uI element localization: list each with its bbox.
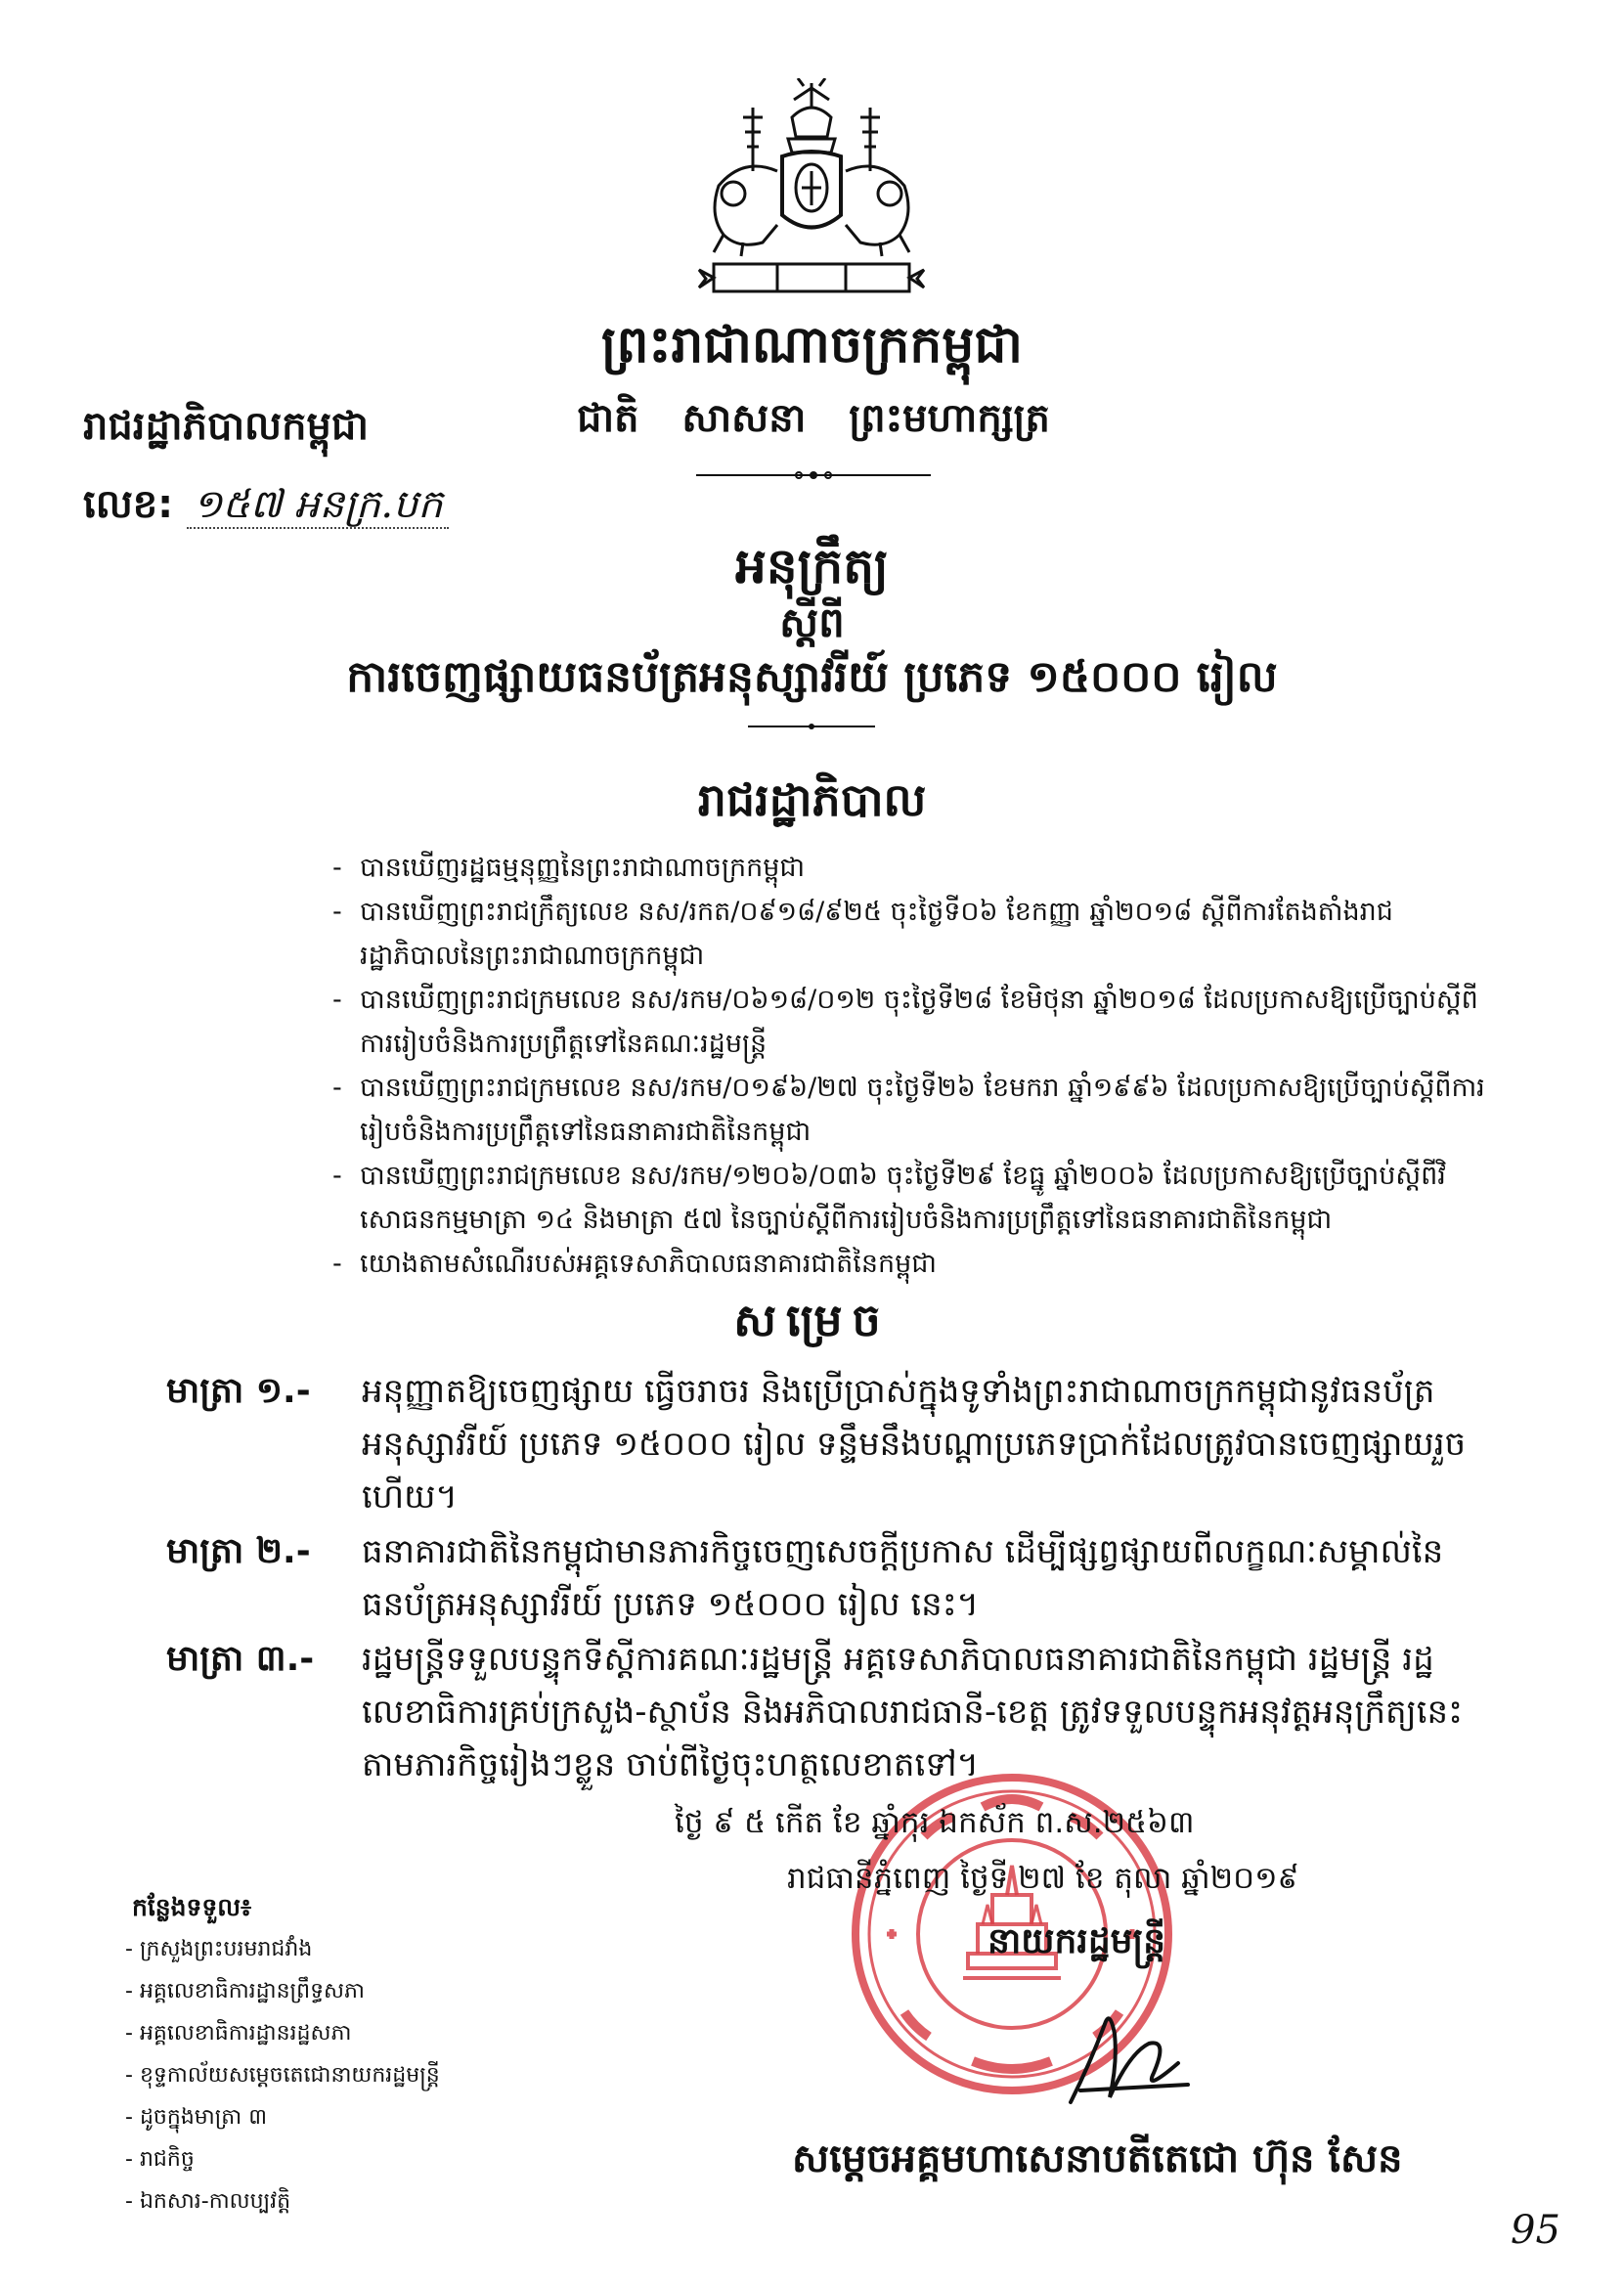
issuing-authority: រាជរដ្ឋាភិបាលកម្ពុជា: [83, 404, 369, 449]
article-text: ធនាគារជាតិនៃកម្ពុជាមានភារកិច្ចចេញសេចក្តីប្រកាស ដើម្បីផ្សព្វផ្សាយពីលក្ខណៈសម្គាល់នៃធនប័ត្រអនុស្សាវរីយ៍ ប្រភេទ ១៥០០០ រៀល នេះ។: [362, 1532, 1444, 1624]
reference-number: [83, 479, 449, 537]
solar-date: រាជធានីភ្នំពេញ ថ្ងៃទី ២៧ ខែ តុលា ឆ្នាំ២០១៩: [787, 1861, 1299, 1896]
reference-label: លេខ:: [83, 482, 174, 527]
article-text: អនុញ្ញាតឱ្យចេញផ្សាយ ធ្វើចរាចរ និងប្រើប្រាស់ក្នុងទូទាំងព្រះរាជាណាចក្រកម្ពុជានូវធនប័ត្រអនុស្សាវរីយ៍ ប្រភេទ ១៥០០០ រៀល ទន្ទឹមនឹងបណ្តាប្រភេទប្រាក់ដែលត្រូវបានចេញផ្សាយរួចហើយ។: [362, 1372, 1467, 1517]
lunar-date: ថ្ងៃ ៩ ៥ កើត ខែ ឆ្នាំកុរ ឯកស័ក ព.ស.២៥៦៣: [675, 1805, 1195, 1840]
kingdom-title: ព្រះរាជាណាចក្រកម្ពុជា: [601, 316, 1023, 374]
preamble-item: - បានឃើញរដ្ឋធម្មនុញ្ញនៃព្រះរាជាណាចក្រកម្ពុជា: [332, 846, 1486, 890]
recipients-heading: កន្លែងទទួល៖: [132, 1893, 252, 1921]
ornamental-divider: [696, 467, 931, 483]
recipient-item: - ខុទ្ទកាល័យសម្តេចតេជោនាយករដ្ឋមន្ត្រី: [125, 2054, 440, 2096]
preamble-item: - យោងតាមសំណើរបស់អគ្គទេសាភិបាលធនាគារជាតិនៃកម្ពុជា: [332, 1242, 1486, 1286]
preamble-item: - បានឃើញព្រះរាជក្រមលេខ នស/រកម/១២០៦/០៣៦ ចុះថ្ងៃទី២៩ ខែធ្នូ ឆ្នាំ២០០៦ ដែលប្រកាសឱ្យប្រើច្បាប់ស្តីពីវិសោធនកម្មមាត្រា ១៤ និងមាត្រា ៥៧ នៃច្បាប់ស្តីពីការរៀបចំនិងការប្រព្រឹត្តទៅនៃធនាគារជាតិនៃកម្ពុជា: [332, 1154, 1486, 1242]
preamble-item: - បានឃើញព្រះរាជក្រមលេខ នស/រកម/០១៩៦/២៧ ចុះថ្ងៃទី២៦ ខែមករា ឆ្នាំ១៩៩៦ ដែលប្រកាសឱ្យប្រើច្បាប់ស្តីពីការរៀបចំនិងការប្រព្រឹត្តទៅនៃធនាគារជាតិនៃកម្ពុជា: [332, 1066, 1486, 1154]
article-2: [166, 1525, 1476, 1631]
preamble-item: - បានឃើញព្រះរាជក្រមលេខ នស/រកម/០៦១៨/០១២ ចុះថ្ងៃទី២៨ ខែមិថុនា ឆ្នាំ២០១៨ ដែលប្រកាសឱ្យប្រើច្បាប់ស្តីពីការរៀបចំនិងការប្រព្រឹត្តទៅនៃគណៈរដ្ឋមន្ត្រី: [332, 978, 1486, 1066]
signature: [1061, 2004, 1198, 2112]
government-heading: រាជរដ្ឋាភិបាល: [697, 773, 927, 826]
article-text: រដ្ឋមន្ត្រីទទួលបន្ទុកទីស្តីការគណៈរដ្ឋមន្ត្រី អគ្គទេសាភិបាលធនាគារជាតិនៃកម្ពុជា រដ្ឋមន្ត្រី រដ្ឋលេខាធិការគ្រប់ក្រសួង-ស្ថាប័ន និងអភិបាលរាជធានី-ខេត្ត ត្រូវទទួលបន្ទុកអនុវត្តអនុក្រឹត្យនេះតាមភារកិច្ចរៀងៗខ្លួន ចាប់ពីថ្ងៃចុះហត្ថលេខាតទៅ។: [362, 1640, 1464, 1784]
article-label: មាត្រា ៣.-: [166, 1639, 315, 1679]
recipient-item: - អគ្គលេខាធិការដ្ឋានរដ្ឋសភា: [125, 2012, 440, 2054]
recipient-item: - ដូចក្នុងមាត្រា ៣: [125, 2096, 440, 2138]
national-motto: ជាតិ សាសនា ព្រះមហាក្សត្រ: [577, 396, 1050, 441]
decides-heading: សម្រេច: [733, 1294, 891, 1346]
royal-arms-emblem: [684, 78, 939, 303]
subject-divider: [748, 722, 875, 731]
recipient-item: - ក្រសួងព្រះបរមរាជវាំង: [125, 1928, 440, 1970]
reference-value: ១៥៧ អនក្រ.បក: [187, 482, 449, 529]
decree-title: អនុក្រឹត្យ: [735, 538, 889, 594]
page-mark: 95: [1511, 2208, 1560, 2253]
article-3: [166, 1633, 1476, 1791]
signer-name: សម្តេចអគ្គមហាសេនាបតីតេជោ ហ៊ុន សែន: [792, 2136, 1403, 2181]
preamble-list: [332, 846, 1486, 1286]
recipient-item: - អគ្គលេខាធិការដ្ឋានព្រឹទ្ធសភា: [125, 1970, 440, 2012]
article-label: មាត្រា ២.-: [166, 1531, 311, 1571]
signer-title: នាយករដ្ឋមន្ត្រី: [988, 1921, 1166, 1961]
recipient-item: - ឯកសារ-កាលប្បវត្តិ: [125, 2180, 440, 2222]
decree-subject: ការចេញផ្សាយធនប័ត្រអនុស្សាវរីយ៍ ប្រភេទ ១៥០០០ រៀល: [346, 652, 1278, 702]
preamble-item: - បានឃើញព្រះរាជក្រឹត្យលេខ នស/រកត/០៩១៨/៩២៥ ចុះថ្ងៃទី០៦ ខែកញ្ញា ឆ្នាំ២០១៨ ស្តីពីការតែងតាំងរាជរដ្ឋាភិបាលនៃព្រះរាជាណាចក្រកម្ពុជា: [332, 890, 1486, 978]
decree-on: ស្តីពី: [779, 598, 845, 646]
article-1: [166, 1365, 1476, 1523]
recipients-list: [125, 1928, 440, 2222]
recipient-item: - រាជកិច្ច: [125, 2138, 440, 2180]
article-label: មាត្រា ១.-: [166, 1371, 311, 1411]
